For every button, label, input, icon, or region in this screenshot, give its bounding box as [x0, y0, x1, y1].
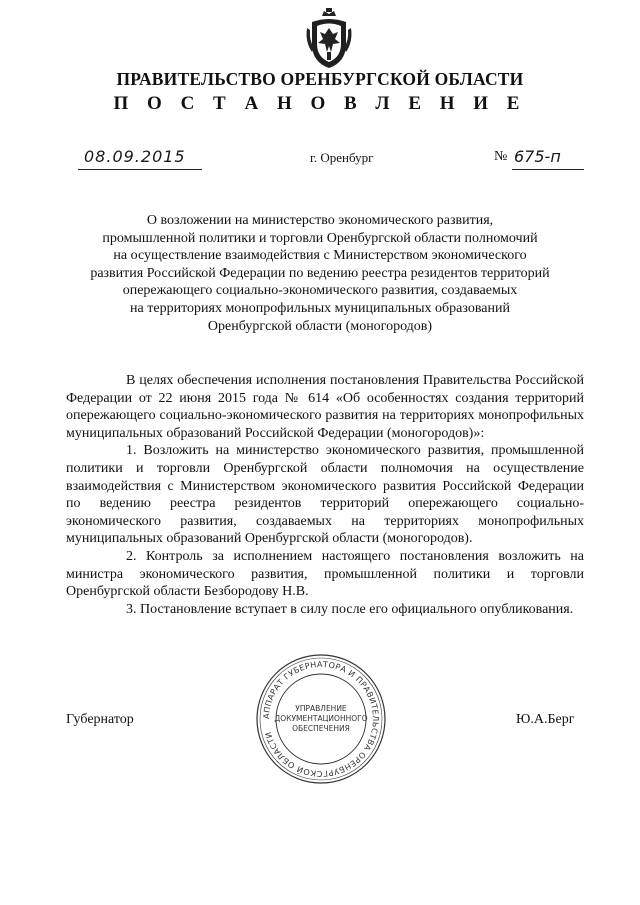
number-label: № [494, 149, 508, 164]
subject-line: развития Российской Федерации по ведению реестра резидентов территорий [90, 265, 550, 281]
document-date: 08.09.2015 [84, 147, 186, 166]
subject-line: О возложении на министерство экономического развития, [146, 213, 494, 228]
subject-line: на территориях монопрофильных муниципальных образований [130, 300, 510, 316]
document-number: 675-п [514, 147, 561, 166]
subject-line: на осуществление взаимодействия с Министерством экономического [113, 248, 527, 264]
body-paragraph-item-3: 3. Постановление вступает в силу после его официального опубликования. [126, 601, 574, 617]
stamp-center-line: ОБЕСПЕЧЕНИЯ [292, 724, 350, 733]
subject-line: опережающего социально-экономического развития, создаваемых [122, 283, 518, 299]
document-body [66, 372, 584, 618]
document-meta-row [0, 147, 640, 173]
stamp-ring-text: АППАРАТ ГУБЕРНАТОРА И ПРАВИТЕЛЬСТВА ОРЕНБУРГСКОЙ ОБЛАСТИ [261, 659, 381, 779]
subject-line: Оренбургской области (моногородов) [207, 318, 433, 334]
stamp-center-line: УПРАВЛЕНИЕ [295, 704, 347, 713]
body-paragraph-preamble: В целях обеспечения исполнения постановления Правительства Российской Федерации от 22 июня 2015 года № 614 «Об особенностях создания территорий опережающего социально-экономического развития на территориях монопрофильных муниципальных образований Российской Федерации (моногородов)»: [66, 373, 584, 441]
subject-line: промышленной политики и торговли Оренбургской области полномочий [102, 230, 538, 246]
date-field [78, 147, 202, 170]
document-type-heading: П О С Т А Н О В Л Е Н И Е [113, 93, 527, 114]
signatory-title: Губернатор [66, 712, 134, 727]
number-field [512, 147, 584, 170]
organization-title: ПРАВИТЕЛЬСТВО ОРЕНБУРГСКОЙ ОБЛАСТИ [116, 69, 524, 89]
coat-of-arms-icon [304, 8, 354, 70]
signatory-name: Ю.А.Берг [516, 712, 575, 727]
body-paragraph-item-1: 1. Возложить на министерство экономического развития, промышленной политики и торговли Оренбургской области полномочия на осуществление взаимодействия с Министерством экономического развития Российской Федерации по ведению реестра резидентов территорий опережающего социально-экономического развития, создаваемых на территориях монопрофильных муниципальных образований Оренбургской области (моногородов). [66, 443, 584, 547]
body-paragraph-item-2: 2. Контроль за исполнением настоящего постановления возложить на министра экономического развития, промышленной политики и торговли Оренбургской области Безбородову Н.В. [66, 548, 584, 600]
document-city: г. Оренбург [310, 150, 374, 165]
document-subject [70, 212, 570, 335]
stamp-center-line: ДОКУМЕНТАЦИОННОГО [274, 714, 368, 723]
official-stamp-icon [254, 652, 388, 786]
